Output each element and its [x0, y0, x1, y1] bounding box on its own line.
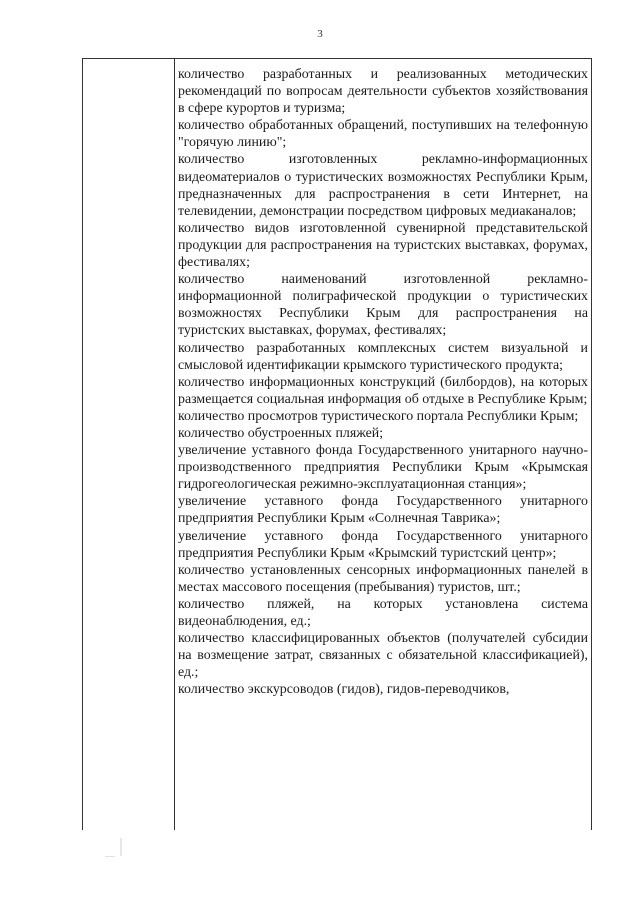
indicator-item: количество обработанных обращений, поступивших на телефонную "горячую линию"; — [178, 118, 588, 151]
indicator-item: количество разработанных и реализованных методических рекомендаций по вопросам деятельности субъектов хозяйствования в сфере курортов и туризма; — [178, 67, 588, 117]
indicator-item: количество информационных конструкций (билбордов), на которых размещается социальная информация об отдыхе в Республике Крым; — [178, 374, 588, 407]
indicator-item: количество установленных сенсорных информационных панелей в местах массового посещения (пребывания) туристов, шт.; — [178, 562, 588, 595]
scan-artifact — [105, 856, 115, 857]
table-left-cell — [83, 59, 175, 830]
document-table — [82, 58, 592, 830]
indicator-item: увеличение уставного фонда Государственного унитарного научно-производственного предприятия Республики Крым «Крымская гидрогеологическая режимно-эксплуатационная станция»; — [178, 443, 588, 493]
table-right-cell — [175, 59, 591, 698]
scan-artifact — [120, 838, 122, 856]
indicator-item: количество просмотров туристического портала Республики Крым; — [178, 408, 579, 424]
indicator-item: количество пляжей, на которых установлена система видеонаблюдения, ед.; — [178, 596, 588, 629]
indicator-item: количество видов изготовленной сувенирной представительской продукции для распространения на туристских выставках, форумах, фестивалях; — [178, 220, 588, 271]
indicator-item: количество экскурсоводов (гидов), гидов-переводчиков, — [178, 682, 510, 698]
indicator-item: количество разработанных комплексных систем визуальной и смысловой идентификации крымского туристического продукта; — [178, 340, 588, 373]
indicator-item: количество обустроенных пляжей; — [178, 425, 384, 441]
indicator-item: количество наименований изготовленной рекламно-информационной полиграфической продукции о туристических возможностях Республики Крым для распространения на туристских выставках, форумах, фестивалях; — [178, 272, 588, 339]
indicator-item: увеличение уставного фонда Государственного унитарного предприятия Республики Крым «Крымский туристский центр»; — [178, 528, 588, 561]
indicator-item: увеличение уставного фонда Государственного унитарного предприятия Республики Крым «Солнечная Таврика»; — [178, 494, 588, 527]
indicator-item: количество изготовленных рекламно-информационных видеоматериалов о туристических возможностях Республики Крым, предназначенных для распространения в сети Интернет, на телевидении, демонстрации посредством цифровых медиаканалов; — [178, 152, 588, 219]
indicator-item: количество классифицированных объектов (получателей субсидии на возмещение затрат, связанных с обязательной классификацией), ед.; — [178, 631, 588, 681]
page-number: 3 — [317, 28, 323, 40]
